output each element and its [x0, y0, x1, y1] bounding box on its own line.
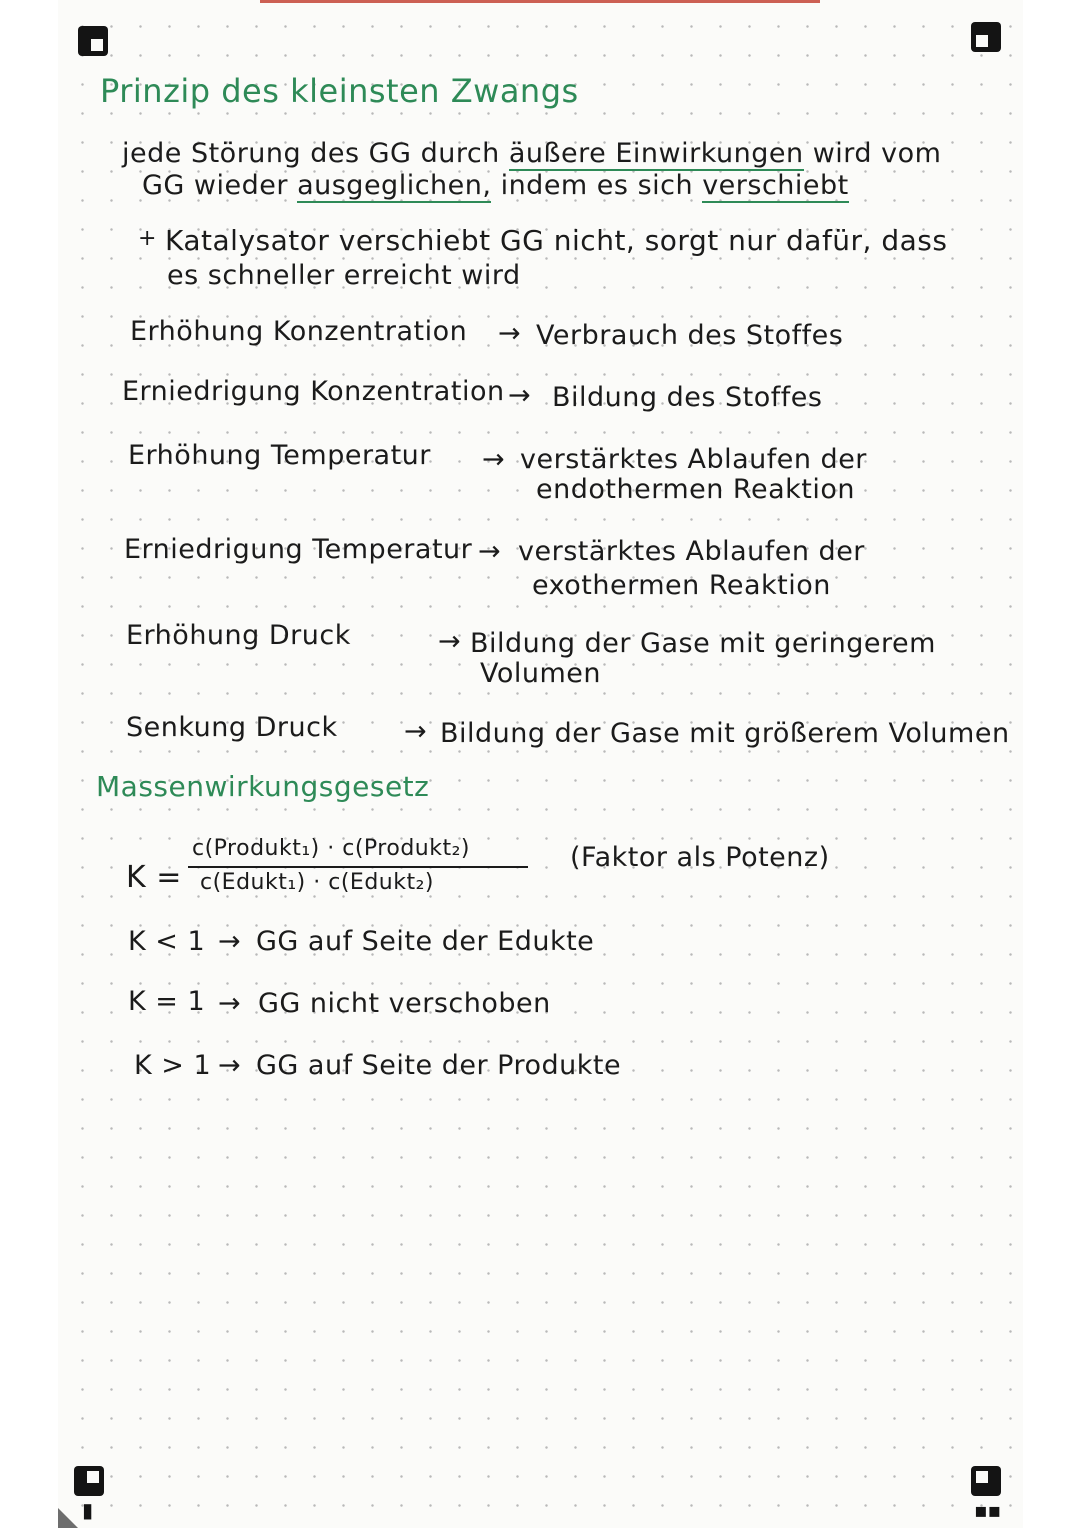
rule-arrow: →: [438, 626, 462, 657]
rule-effect: Bildung der Gase mit geringerem: [470, 628, 936, 659]
rule-effect: Bildung der Gase mit größerem Volumen: [440, 718, 1010, 749]
k-case-arrow: →: [218, 1050, 242, 1081]
definition-underlined-term: verschiebt: [702, 170, 849, 201]
bars-icon: ▮: [82, 1498, 94, 1522]
catalyst-bullet: +: [138, 226, 157, 251]
rule-arrow: →: [482, 444, 506, 475]
rule-effect: Bildung des Stoffes: [552, 382, 823, 413]
definition-line-2: [142, 170, 849, 201]
mwg-denominator: c(Edukt₁) · c(Edukt₂): [200, 870, 434, 895]
rule-cause: Erniedrigung Temperatur: [124, 534, 473, 565]
mwg-heading: Massenwirkungsgesetz: [96, 770, 430, 803]
dots-icon: ▪▪: [974, 1498, 1002, 1522]
mwg-note: (Faktor als Potenz): [570, 842, 830, 873]
top-edge-line: [260, 0, 820, 3]
definition-text: indem es sich: [500, 170, 694, 201]
corner-marker-top-left-icon: [78, 26, 108, 56]
k-case-text: GG auf Seite der Edukte: [256, 926, 595, 957]
rule-effect: verstärktes Ablaufen der: [520, 444, 867, 475]
page-fold-icon: [58, 1508, 78, 1528]
corner-marker-top-right-icon: [971, 22, 1001, 52]
k-case-arrow: →: [218, 988, 242, 1019]
catalyst-line-2: es schneller erreicht wird: [167, 260, 521, 291]
k-case-condition: K < 1: [128, 926, 206, 957]
corner-marker-bottom-left-icon: [74, 1466, 104, 1496]
rule-effect: Verbrauch des Stoffes: [536, 320, 844, 351]
mwg-numerator: c(Produkt₁) · c(Produkt₂): [192, 836, 470, 861]
fraction-bar: [188, 866, 528, 868]
k-case-text: GG nicht verschoben: [258, 988, 551, 1019]
catalyst-line-1: Katalysator verschiebt GG nicht, sorgt nur dafür, dass: [165, 224, 948, 257]
rule-cause: Erhöhung Konzentration: [130, 316, 468, 347]
definition-line-1: [122, 138, 941, 169]
k-case-condition: K > 1: [134, 1050, 212, 1081]
rule-arrow: →: [508, 380, 532, 411]
rule-arrow: →: [498, 318, 522, 349]
rule-effect-continued: endothermen Reaktion: [536, 474, 855, 505]
definition-text: jede Störung des GG durch: [122, 138, 500, 169]
definition-text: wird vom: [812, 138, 942, 169]
page-title: Prinzip des kleinsten Zwangs: [100, 72, 579, 110]
mwg-k-label: K =: [126, 860, 182, 895]
rule-cause: Erhöhung Temperatur: [128, 440, 431, 471]
rule-arrow: →: [404, 716, 428, 747]
k-case-condition: K = 1: [128, 986, 206, 1017]
rule-cause: Senkung Druck: [126, 712, 338, 743]
rule-effect-continued: Volumen: [480, 658, 602, 689]
rule-cause: Erniedrigung Konzentration: [122, 376, 505, 407]
k-case-text: GG auf Seite der Produkte: [256, 1050, 622, 1081]
k-case-arrow: →: [218, 926, 242, 957]
rule-effect-continued: exothermen Reaktion: [532, 570, 831, 601]
definition-underlined-term: ausgeglichen,: [297, 170, 492, 201]
definition-underlined-term: äußere Einwirkungen: [508, 138, 804, 169]
rule-cause: Erhöhung Druck: [126, 620, 351, 651]
rule-effect: verstärktes Ablaufen der: [518, 536, 865, 567]
rule-arrow: →: [478, 536, 502, 567]
corner-marker-bottom-right-icon: [971, 1466, 1001, 1496]
definition-text: GG wieder: [142, 170, 288, 201]
